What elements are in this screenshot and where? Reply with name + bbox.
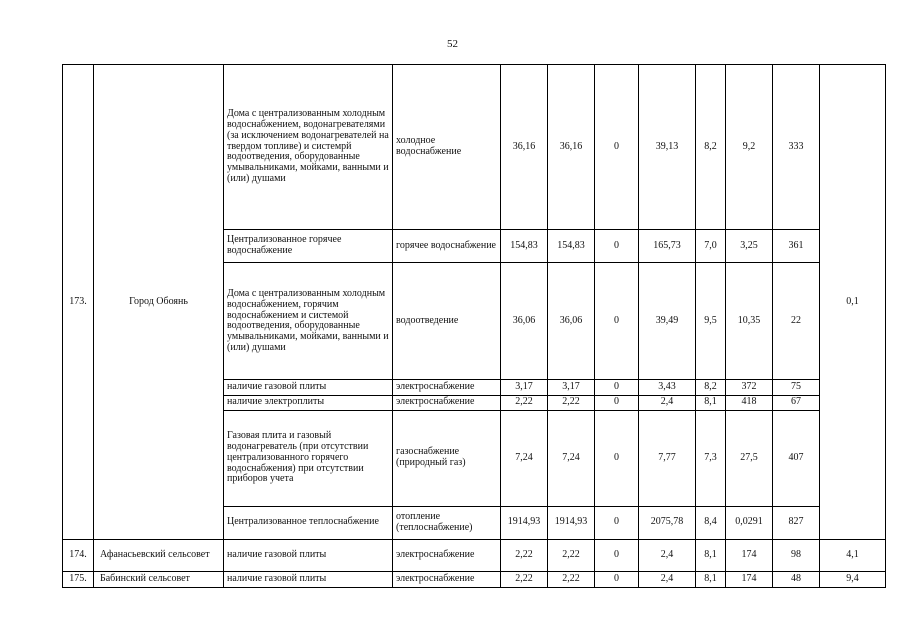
value-cell: 8,4: [696, 506, 726, 540]
service-cell: отопление (теплоснабжение): [393, 506, 501, 540]
value-cell: 174: [726, 571, 773, 587]
tariff-table: [62, 64, 886, 588]
value-cell: 154,83: [548, 229, 595, 263]
value-cell: 2,22: [548, 571, 595, 587]
settlement-name: Бабинский сельсовет: [94, 571, 224, 587]
total-cell: 9,4: [820, 571, 886, 587]
service-cell: электроснабжение: [393, 540, 501, 572]
value-cell: 7,77: [639, 410, 696, 506]
category-cell: Дома с централизованным холодным водоснабжением, горячим водоснабжением и системой водоотведения, оборудованные умывальниками, мойками, ванными и (или) душами: [224, 263, 393, 380]
total-cell: 0,1: [820, 65, 886, 540]
service-cell: электроснабжение: [393, 571, 501, 587]
value-cell: 154,83: [501, 229, 548, 263]
value-cell: 39,13: [639, 65, 696, 230]
category-cell: наличие газовой плиты: [224, 380, 393, 395]
value-cell: 36,06: [548, 263, 595, 380]
row-number: 175.: [63, 571, 94, 587]
value-cell: 3,17: [548, 380, 595, 395]
category-cell: наличие электроплиты: [224, 395, 393, 410]
value-cell: 2,22: [548, 540, 595, 572]
service-cell: электроснабжение: [393, 395, 501, 410]
value-cell: 10,35: [726, 263, 773, 380]
value-cell: 67: [773, 395, 820, 410]
service-cell: холодное водоснабжение: [393, 65, 501, 230]
value-cell: 0: [595, 229, 639, 263]
service-cell: водоотведение: [393, 263, 501, 380]
row-number: 174.: [63, 540, 94, 572]
value-cell: 7,24: [501, 410, 548, 506]
category-cell: Централизованное теплоснабжение: [224, 506, 393, 540]
service-cell: горячее водоснабжение: [393, 229, 501, 263]
value-cell: 3,43: [639, 380, 696, 395]
value-cell: 22: [773, 263, 820, 380]
value-cell: 407: [773, 410, 820, 506]
service-cell: электроснабжение: [393, 380, 501, 395]
value-cell: 2,4: [639, 395, 696, 410]
value-cell: 0: [595, 65, 639, 230]
value-cell: 165,73: [639, 229, 696, 263]
value-cell: 174: [726, 540, 773, 572]
value-cell: 36,16: [501, 65, 548, 230]
value-cell: 827: [773, 506, 820, 540]
value-cell: 1914,93: [501, 506, 548, 540]
value-cell: 7,3: [696, 410, 726, 506]
value-cell: 8,2: [696, 380, 726, 395]
value-cell: 333: [773, 65, 820, 230]
value-cell: 0: [595, 263, 639, 380]
value-cell: 0: [595, 571, 639, 587]
value-cell: 8,1: [696, 571, 726, 587]
value-cell: 7,24: [548, 410, 595, 506]
table-row: [63, 571, 886, 587]
value-cell: 8,2: [696, 65, 726, 230]
value-cell: 2075,78: [639, 506, 696, 540]
value-cell: 418: [726, 395, 773, 410]
service-cell: газоснабжение (природный газ): [393, 410, 501, 506]
value-cell: 48: [773, 571, 820, 587]
category-cell: Дома с централизованным холодным водоснабжением, водонагревателями (за исключением водонагревателей на твердом топливе) и системрй водоотведения, оборудованные умывальниками, мойками, ванными и (или) душами: [224, 65, 393, 230]
value-cell: 75: [773, 380, 820, 395]
value-cell: 3,17: [501, 380, 548, 395]
value-cell: 9,5: [696, 263, 726, 380]
value-cell: 36,06: [501, 263, 548, 380]
value-cell: 3,25: [726, 229, 773, 263]
total-cell: 4,1: [820, 540, 886, 572]
value-cell: 2,4: [639, 540, 696, 572]
value-cell: 2,22: [501, 540, 548, 572]
value-cell: 8,1: [696, 540, 726, 572]
value-cell: 361: [773, 229, 820, 263]
table-row: [63, 540, 886, 572]
page-number: 52: [447, 38, 458, 50]
value-cell: 1914,93: [548, 506, 595, 540]
value-cell: 2,22: [501, 395, 548, 410]
settlement-name: Афанасьевский сельсовет: [94, 540, 224, 572]
value-cell: 0: [595, 395, 639, 410]
value-cell: 98: [773, 540, 820, 572]
row-number: 173.: [63, 65, 94, 540]
category-cell: наличие газовой плиты: [224, 571, 393, 587]
value-cell: 8,1: [696, 395, 726, 410]
value-cell: 27,5: [726, 410, 773, 506]
value-cell: 36,16: [548, 65, 595, 230]
value-cell: 0: [595, 410, 639, 506]
value-cell: 0: [595, 540, 639, 572]
value-cell: 2,22: [501, 571, 548, 587]
value-cell: 372: [726, 380, 773, 395]
value-cell: 7,0: [696, 229, 726, 263]
settlement-name: Город Обоянь: [94, 65, 224, 540]
value-cell: 2,4: [639, 571, 696, 587]
value-cell: 0,0291: [726, 506, 773, 540]
value-cell: 9,2: [726, 65, 773, 230]
category-cell: Газовая плита и газовый водонагреватель (при отсутствии централизованного горячего водоснабжения) при отсутствии приборов учета: [224, 410, 393, 506]
value-cell: 2,22: [548, 395, 595, 410]
category-cell: наличие газовой плиты: [224, 540, 393, 572]
category-cell: Централизованное горячее водоснабжение: [224, 229, 393, 263]
table-row: [63, 65, 886, 230]
value-cell: 0: [595, 506, 639, 540]
value-cell: 39,49: [639, 263, 696, 380]
value-cell: 0: [595, 380, 639, 395]
